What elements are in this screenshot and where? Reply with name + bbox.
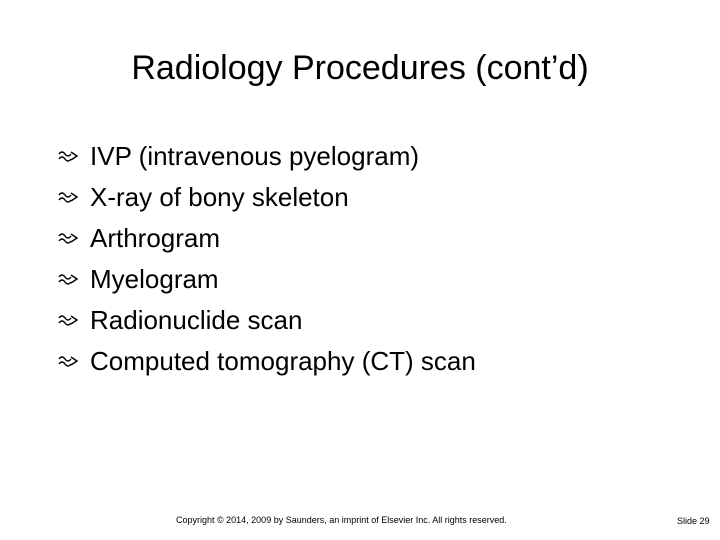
wavy-bullet-icon xyxy=(58,190,80,204)
bullet-text: IVP (intravenous pyelogram) xyxy=(90,140,420,171)
wavy-bullet-icon xyxy=(58,231,80,245)
wavy-bullet-icon xyxy=(58,149,80,163)
bullet-item xyxy=(58,299,476,340)
bullet-item xyxy=(58,135,476,176)
slide-title: Radiology Procedures (cont’d) xyxy=(131,49,589,87)
bullet-item xyxy=(58,217,476,258)
bullet-item xyxy=(58,258,476,299)
bullet-text: Arthrogram xyxy=(90,222,221,253)
copyright-notice: Copyright © 2014, 2009 by Saunders, an imprint of Elsevier Inc. All rights reserved. xyxy=(176,515,507,525)
bullet-text: Myelogram xyxy=(90,263,219,294)
bullet-list xyxy=(58,135,476,381)
bullet-text: X-ray of bony skeleton xyxy=(90,181,349,212)
wavy-bullet-icon xyxy=(58,313,80,327)
wavy-bullet-icon xyxy=(58,354,80,368)
bullet-item xyxy=(58,176,476,217)
slide-number: Slide 29 xyxy=(677,516,710,526)
wavy-bullet-icon xyxy=(58,272,80,286)
bullet-text: Radionuclide scan xyxy=(90,304,303,335)
bullet-text: Computed tomography (CT) scan xyxy=(90,345,476,376)
bullet-item xyxy=(58,340,476,381)
